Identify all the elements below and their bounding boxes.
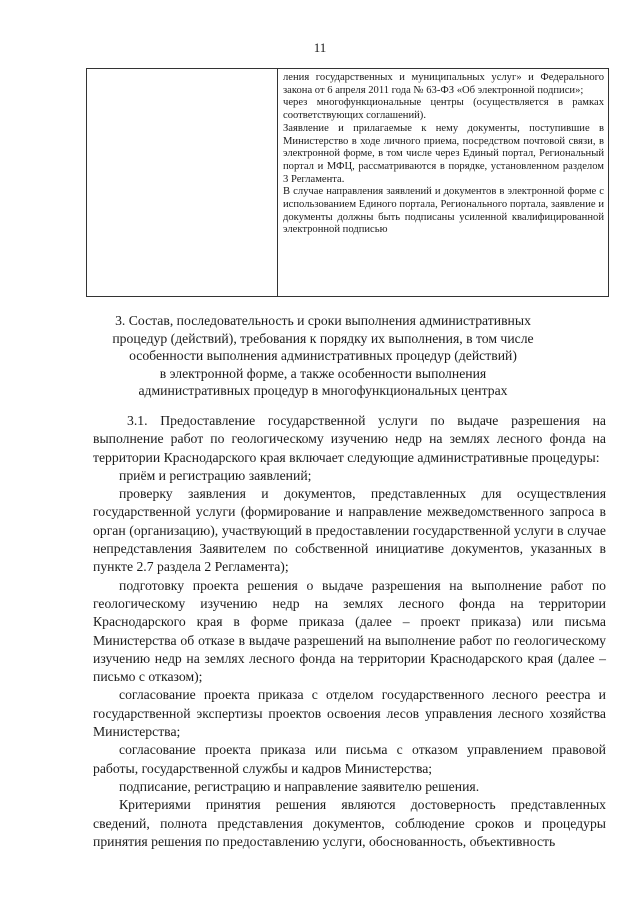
heading-line: особенности выполнения административных процедур (действий) [129,348,517,363]
table-paragraph: ления государственных и муниципальных услуг» и Федерального закона от 6 апреля 2011 года № 63-ФЗ «Об электронной подписи»; [283,72,604,96]
page-number: 11 [313,40,327,55]
body-paragraph: согласование проекта приказа с отделом государственного лесного реестра и государственной экспертизы проектов освоения лесов управления лесного хозяйства Министерства; [93,687,606,740]
table-cell-empty [87,69,278,296]
body-paragraph: подготовку проекта решения о выдаче разрешения на выполнение работ по геологическому изучению недр на землях лесного фонда на территории Краснодарского края в форме приказа (далее – проект приказа) или письма Министерства об отказе в выдаче разрешений на выполнение работ по геологическому изучению недр на землях лесного фонда на территории Краснодарского края (далее – письмо с отказом); [93,577,606,685]
body-paragraph: согласование проекта приказа или письма с отказом управлением правовой работы, государственной службы и кадров Министерства; [93,742,606,776]
heading-line: 3. Состав, последовательность и сроки выполнения административных [115,313,531,328]
body-paragraph: подписание, регистрацию и направление заявителю решения. [119,778,480,794]
heading-line: в электронной форме, а также особенности выполнения [159,365,487,381]
table-paragraph: через многофункциональные центры (осуществляется в рамках соответствующих соглашений). [283,97,604,122]
heading-line: процедур (действий), требования к порядку их выполнения, в том числе [112,330,534,346]
body-paragraph: 3.1. Предоставление государственной услуги по выдаче разрешения на выполнение работ по геологическому изучению недр на землях лесного фонда на территории Краснодарского края включает следующие административные процедуры: [93,413,606,465]
body-paragraph: Критериями принятия решения являются достоверность представленных сведений, полнота представления документов, соблюдение сроков и процедуры принятия решения по предоставлению услуги, обоснованность, объективность [93,797,606,849]
body-paragraph: приём и регистрацию заявлений; [119,467,312,483]
heading-line: административных процедур в многофункциональных центрах [138,383,508,398]
section-heading [100,312,546,400]
body-paragraph: проверку заявления и документов, представленных для осуществления государственной услуги (формирование и направление межведомственного запроса в орган (организацию), участвующий в предоставлении государственной услуги в случае непредставления Заявителем по собственной инициативе документов, указанных в пункте 2.7 раздела 2 Регламента); [93,486,606,575]
table-fragment [86,68,609,297]
table-paragraph: В случае направления заявлений и документов в электронной форме с использованием Единого портала, Регионального портала, заявление и документы должны быть подписаны усиленной квалифицированной электронной подписью [283,186,604,236]
table-cell-content [278,69,608,296]
table-paragraph: Заявление и прилагаемые к нему документы, поступившие в Министерство в ходе личного приема, посредством почтовой связи, в электронной форме, в том числе через Единый портал, Региональный портал и МФЦ, рассматриваются в порядке, установленном разделом 3 Регламента. [283,122,604,185]
body-text [93,412,606,851]
